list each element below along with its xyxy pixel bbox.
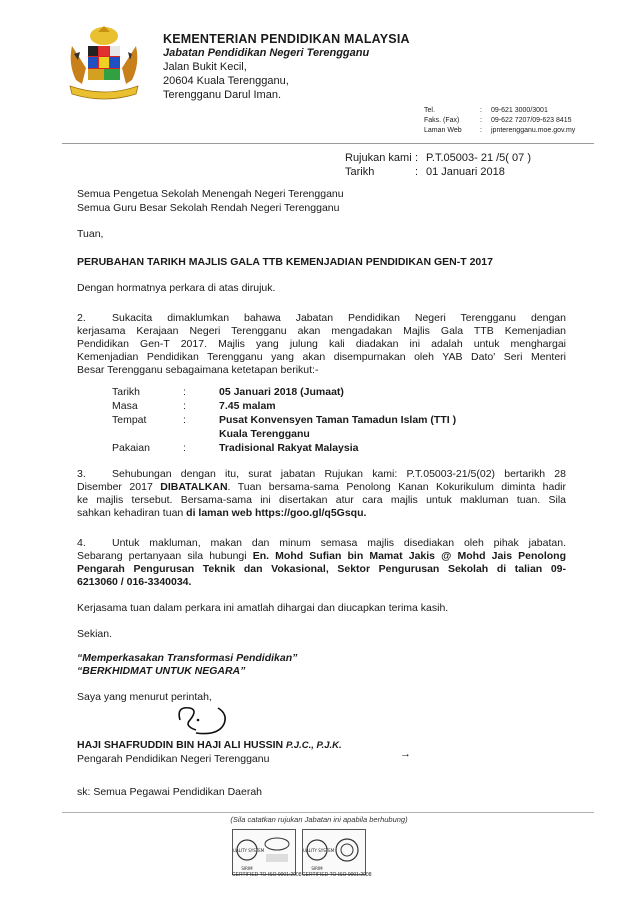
reference-rujukan: Rujukan kami : P.T.05003- 21 /5( 07 ) [345,152,531,164]
cert-left-badge-text: QUALITY SYSTEM [233,848,265,853]
registration-link[interactable]: di laman web https://goo.gl/q5Gsqu. [186,507,367,519]
sekian: Sekian. [77,628,113,640]
cert-left-caption: CERTIFIED TO ISO 9001:2008 [232,872,302,878]
detail-tempat-line-2: Kuala Terengganu [219,428,310,440]
ministry-crest-logo [62,24,146,102]
address-line-3: Terengganu Darul Iman. [163,89,282,101]
cert-right-caption: CERTIFIED TO ISO 9001:2008 [302,872,372,878]
iso-certification-logo-right [302,829,366,875]
saya-line: Saya yang menurut perintah, [77,691,212,703]
contact-tel: Tel. : 09-621 3000/3001 [424,107,548,114]
para2-line-2: kerjasama Kerajaan Negeri Terengganu akan mengadakan Majlis Gala TTB Kemenjadian [77,325,566,337]
para4-line-4: 6213060 / 016-3340034. [77,576,192,588]
closing-line: Kerjasama tuan dalam perkara ini amatlah dihargai dan diucapkan terima kasih. [77,602,449,614]
cert-left-body-text: SIRIM [241,866,253,871]
reference-tarikh: Tarikh : 01 Januari 2018 [345,166,505,178]
contact-fax: Faks. (Fax) : 09-622 7207/09-623 8415 [424,117,572,124]
signature-mark: → [400,748,411,760]
footer-note: (Sila catatkan rujukan Jabatan ini apabila berhubung) [230,815,408,824]
para2-line-3: Pendidikan Gen-T 2017. Majlis yang julung kali diadakan ini adalah untuk menghargai [77,338,566,350]
cc-line: sk: Semua Pegawai Pendidikan Daerah [77,786,263,798]
address-line-2: 20604 Kuala Terengganu, [163,75,289,87]
para3-line-4: sahkan kehadiran tuan di laman web https://goo.gl/q5Gsqu. [77,507,367,519]
subject-heading: PERUBAHAN TARIKH MAJLIS GALA TTB KEMENJADIAN PENDIDIKAN GEN-T 2017 [77,256,493,268]
slogan-line-1: “Memperkasakan Transformasi Pendidikan” [77,652,298,664]
para3-line-2: Disember 2017 DIBATALKAN. Tuan bersama-sama Penolong Kanan Kokurikulum diminta hadir [77,481,566,493]
address-line-1: Jalan Bukit Kecil, [163,61,247,73]
para2-line-1: 2. Sukacita dimaklumkan bahawa Jabatan Pendidikan Negeri Terengganu dengan [77,312,566,324]
department-name: Jabatan Pendidikan Negeri Terengganu [163,47,370,59]
header-divider [62,143,594,144]
iso-certification-logo-left [232,829,296,875]
para3-line-1: 3. Sehubungan dengan itu, surat jabatan Rujukan kami: P.T.05003-21/5(02) bertarikh 28 [77,468,566,480]
detail-tempat: Tempat : Pusat Konvensyen Taman Tamadun Islam (TTI ) [112,414,457,426]
slogan-line-2: “BERKHIDMAT UNTUK NEGARA” [77,665,246,677]
para4-line-2: Sebarang pertanyaan sila hubungi En. Mohd Sufian bin Mamat Jakis @ Mohd Jais Penolong [77,550,566,562]
salutation: Tuan, [77,228,104,240]
cert-right-badge-text: QUALITY SYSTEM [303,848,335,853]
recipient-line-2: Semua Guru Besar Sekolah Rendah Negeri Terengganu [77,202,340,214]
detail-tarikh: Tarikh : 05 Januari 2018 (Jumaat) [112,386,344,398]
footer-divider [62,812,594,813]
signatory-name: HAJI SHAFRUDDIN BIN HAJI ALI HUSSIN P.J.C., P.J.K. [77,739,342,751]
opening-line: Dengan hormatnya perkara di atas dirujuk. [77,282,276,294]
contact-web: Laman Web : jpnterengganu.moe.gov.my [424,127,576,134]
detail-masa: Masa : 7.45 malam [112,400,276,412]
para3-line-3: ke majlis tersebut. Bersama-sama ini disertakan atur cara majlis untuk makluman tuan. Sila [77,494,566,506]
signatory-position: Pengarah Pendidikan Negeri Terengganu [77,753,270,765]
para4-line-1: 4. Untuk makluman, makan dan minum semasa majlis disediakan oleh pihak jabatan. [77,537,566,549]
para2-line-5: Besar Terengganu sebagaimana ketetapan berikut:- [77,364,319,376]
handwritten-signature [168,700,248,740]
recipient-line-1: Semua Pengetua Sekolah Menengah Negeri Terengganu [77,188,344,200]
detail-pakaian: Pakaian : Tradisional Rakyat Malaysia [112,442,359,454]
para2-line-4: Kemenjadian Pendidikan Terengganu yang akan disempurnakan oleh YAB Dato' Seri Menteri [77,351,566,363]
para4-line-3: Pengarah Pengurusan Teknik dan Vokasional, Sektor Pengurusan Sekolah di talian 09- [77,563,566,575]
ministry-name: KEMENTERIAN PENDIDIKAN MALAYSIA [163,32,410,46]
cert-right-body-text: SIRIM [311,866,323,871]
